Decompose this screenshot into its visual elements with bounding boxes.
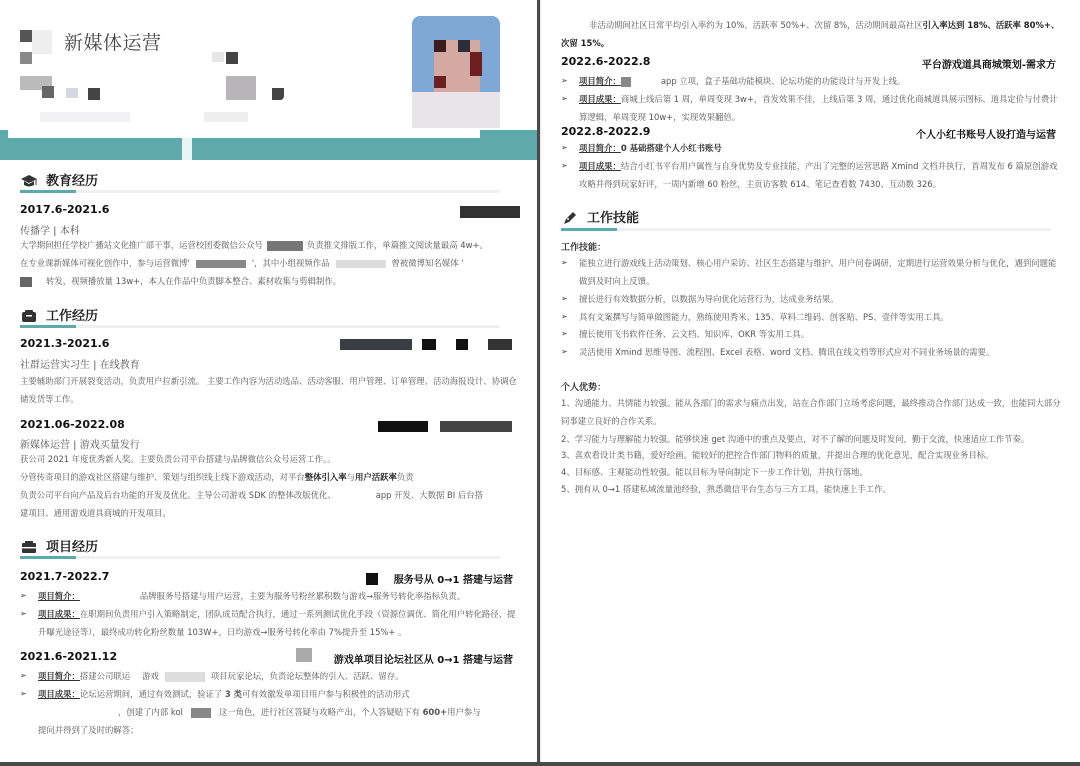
redacted-brand	[296, 648, 312, 662]
job-title: 新媒体运营	[64, 32, 162, 54]
arrow-bullet-icon: ➢	[561, 258, 568, 267]
advantage-item: 1、沟通能力、共情能力较强。能从各部门的需求与痛点出发，站在合作部门立场考虑问题，最终推动合作部门达成一致，也能同大部分同事建立良好的合作关系。	[561, 398, 1061, 426]
skill-item: ➢ 擅长使用飞书软件任务、云文档、知识库、OKR 等实用工具。	[561, 325, 1061, 343]
work-description: 主要辅助部门开展裂变活动，负责用户拉新引流。 主要工作内容为活动选品、活动客服、用户管理、订单管理、活动海报设计、协调仓储发货等工作。	[20, 376, 517, 404]
project-title: 个人小红书账号人设打造与运营	[916, 130, 1056, 141]
redacted-company	[340, 339, 412, 350]
section-education-header	[20, 170, 98, 189]
education-date: 2017.6-2021.6	[20, 203, 110, 216]
work-date: 2021.3-2021.6	[20, 337, 110, 350]
project-result: ➢ 项目成果：在职期间负责用户引入策略制定，团队成员配合执行，通过一系列测试优化手段（资源位调优、简化用户转化路径、提升曝光途径等），最终成功转化粉丝数量 103W+，日均游戏→服务号转化率由 7%提升至 15%+ 。	[20, 605, 520, 641]
arrow-bullet-icon: ➢	[561, 76, 568, 85]
section-work-header	[20, 305, 98, 324]
skill-item: ➢ 具有文案撰写与简单做图能力，熟练使用秀米、135、草料二维码、创客贴、PS、壹伴等实用工具。	[561, 308, 1061, 326]
graduation-cap-icon	[20, 173, 38, 187]
section-title: 教育经历	[46, 174, 99, 189]
resume-page-1	[0, 0, 537, 762]
project-date: 2021.7-2022.7	[20, 570, 110, 583]
project-date: 2021.6-2021.12	[20, 650, 118, 663]
redacted-contact	[212, 52, 224, 62]
work-description: 获公司 2021 年度优秀新人奖。主要负责公司平台搭建与品牌微信公众号运营工作。。 分管传奇项目的游戏社区搭建与维护、策划与组织线上线下游戏活动，对平台整体引入率与用户活跃率负责 负责公司平台向产品及后台功能的开发及优化。主导公司游戏 SDK 的整体改版优化、 app 开发、大数据 BI 后台搭 建项目、通用游戏道具商城的开发项目。	[20, 454, 484, 518]
redacted-contact	[88, 88, 100, 100]
project-result-continued: 非活动期间社区日常平均引入率约为 10%、活跃率 50%+、次留 8%，活动期间最高社区引入率达到 18%、活跃率 80%+、次留 15%。	[561, 20, 1060, 48]
arrow-bullet-icon: ➢	[561, 294, 568, 303]
project-date: 2022.6-2022.8	[561, 55, 651, 68]
education-major: 传播学 | 本科	[20, 226, 80, 237]
project-date: 2022.8-2022.9	[561, 125, 651, 138]
arrow-bullet-icon: ➢	[561, 94, 568, 103]
section-title: 工作经历	[46, 309, 99, 324]
skill-item: ➢ 擅长进行有效数据分析，以数据为导向优化运营行为，达成业务结果。	[561, 290, 1061, 308]
redacted-company	[378, 421, 428, 432]
toolbox-icon	[20, 539, 38, 553]
skill-item: ➢ 灵活使用 Xmind 思维导图、流程图、Excel 表格、word 文档、腾讯在线文档等形式应对不同业务场景的需要。	[561, 343, 1061, 361]
redacted-company	[456, 339, 468, 350]
redacted-contact	[204, 112, 248, 122]
section-divider	[20, 556, 500, 559]
redacted-name	[20, 30, 32, 42]
redacted-name	[32, 30, 52, 54]
project-intro: ➢ 项目简介：0 基础搭建个人小红书账号	[561, 139, 1061, 157]
redacted-brand	[366, 573, 378, 585]
arrow-bullet-icon: ➢	[561, 312, 568, 321]
redacted-contact	[272, 88, 284, 100]
project-result: ➢ 项目成果：结合小红书平台用户属性与自身优势及专业技能，产出了完整的运营思路 Xmind 文档并执行，首周发布 6 篇原创游戏攻略并得到玩家好评，一周内新增 60 粉丝，主页访客数 614、笔记查看数 7430、互动数 326。	[561, 157, 1061, 193]
resume-page-2	[540, 0, 1080, 762]
advantage-item: 2、学习能力与理解能力较强。能够快速 get 沟通中的重点及要点，对不了解的问题及时发问，勤于交流，快速适应工作节奏。	[561, 434, 1030, 444]
project-intro: ➢ 项目简介： 品牌服务号搭建与用户运营，主要为服务号粉丝累积数与游戏→服务号转化率指标负责。	[20, 587, 520, 605]
project-result: ➢ 项目成果：论坛运营期间，通过有效测试，验证了 3 类可有效激发单项目用户参与积极性的活动形式 ，创建了内部 kol 这一角色，进行社区答疑与攻略产出，个人答疑贴下有 600+用户参与 提问并得到了及时的解答；	[20, 685, 520, 739]
redacted-school	[460, 206, 520, 218]
redacted-contact	[226, 76, 256, 100]
arrow-bullet-icon: ➢	[561, 143, 568, 152]
profile-photo	[412, 16, 500, 128]
redacted-contact	[66, 88, 78, 98]
project-title: 服务号从 0→1 搭建与运营	[393, 575, 513, 586]
section-skills-header	[561, 207, 639, 226]
work-role: 社群运营实习生 | 在线教育	[20, 360, 140, 371]
project-intro: ➢ 项目简介：搭建公司联运 游戏 项目玩家论坛，负责论坛整体的引入、活跃、留存。	[20, 667, 520, 685]
redacted-company	[488, 339, 512, 350]
resume-header	[0, 0, 537, 160]
project-title: 平台游戏道具商城策划-需求方	[921, 60, 1056, 71]
arrow-bullet-icon: ➢	[20, 591, 27, 600]
arrow-bullet-icon: ➢	[561, 347, 568, 356]
arrow-bullet-icon: ➢	[561, 161, 568, 170]
section-projects-header	[20, 536, 98, 555]
advantage-item: 3、喜欢看设计类书籍，爱好绘画。能较好的把控合作部门物料的质量，并提出合理的优化意见，配合实现业务目标。	[561, 450, 994, 460]
arrow-bullet-icon: ➢	[20, 671, 27, 680]
project-intro: ➢ 项目简介： app 立项，盒子基础功能模块、论坛功能的功能设计与开发上线。	[561, 72, 1061, 90]
project-title: 游戏单项目论坛社区从 0→1 搭建与运营	[333, 655, 513, 666]
redacted-contact	[42, 86, 54, 98]
advantages-subheading: 个人优势：	[561, 383, 607, 393]
advantage-item: 5、拥有从 0→1 搭建私域流量池经验，熟悉微信平台生态与三方工具，能快速上手工作。	[561, 484, 891, 494]
arrow-bullet-icon: ➢	[20, 609, 27, 618]
redacted-contact	[40, 112, 130, 122]
redacted-company	[440, 421, 512, 432]
section-title: 项目经历	[46, 540, 99, 555]
education-description: 大学期间担任学校广播站文化推广部干事，运营校团委微信公众号 负责推文排版工作，单篇推文阅读量最高 4w+。 在专业课新媒体可视化创作中，参与运营微博' '，其中小组视频作品 曾被微博知名媒体 ' 转发，视频播放量 13w+，本人在作品中负责脚本整合、素材收集与剪辑制作。	[20, 240, 488, 286]
arrow-bullet-icon: ➢	[20, 689, 27, 698]
redacted-contact	[226, 52, 238, 64]
redacted-company	[422, 339, 436, 350]
skill-item: ➢ 能独立进行游戏线上活动策划、核心用户采访、社区生态搭建与维护、用户问卷调研，定期进行运营效果分析与优化，遇到问题能做到及时向上反馈。	[561, 254, 1061, 290]
advantage-item: 4、目标感、主观能动性较强。能以目标为导向制定下一步工作计划，并执行落地。	[561, 467, 868, 477]
work-date: 2021.06-2022.08	[20, 418, 125, 431]
arrow-bullet-icon: ➢	[561, 329, 568, 338]
section-divider	[561, 228, 1051, 231]
skills-subheading: 工作技能：	[561, 243, 607, 253]
pen-icon	[561, 210, 579, 224]
redacted-name	[20, 52, 32, 64]
section-title: 工作技能	[587, 211, 640, 226]
project-result: ➢ 项目成果：商城上线后第 1 周，单周变现 3w+，首发效果不佳，上线后第 3 周，通过优化商城道具展示图标、道具定价与付费计算逻辑，单周变现 10w+，实现效果翻倍。	[561, 90, 1061, 126]
work-role: 新媒体运营 | 游戏买量发行	[20, 440, 140, 451]
section-divider	[20, 325, 500, 328]
section-divider	[20, 190, 500, 193]
briefcase-icon	[20, 308, 38, 322]
